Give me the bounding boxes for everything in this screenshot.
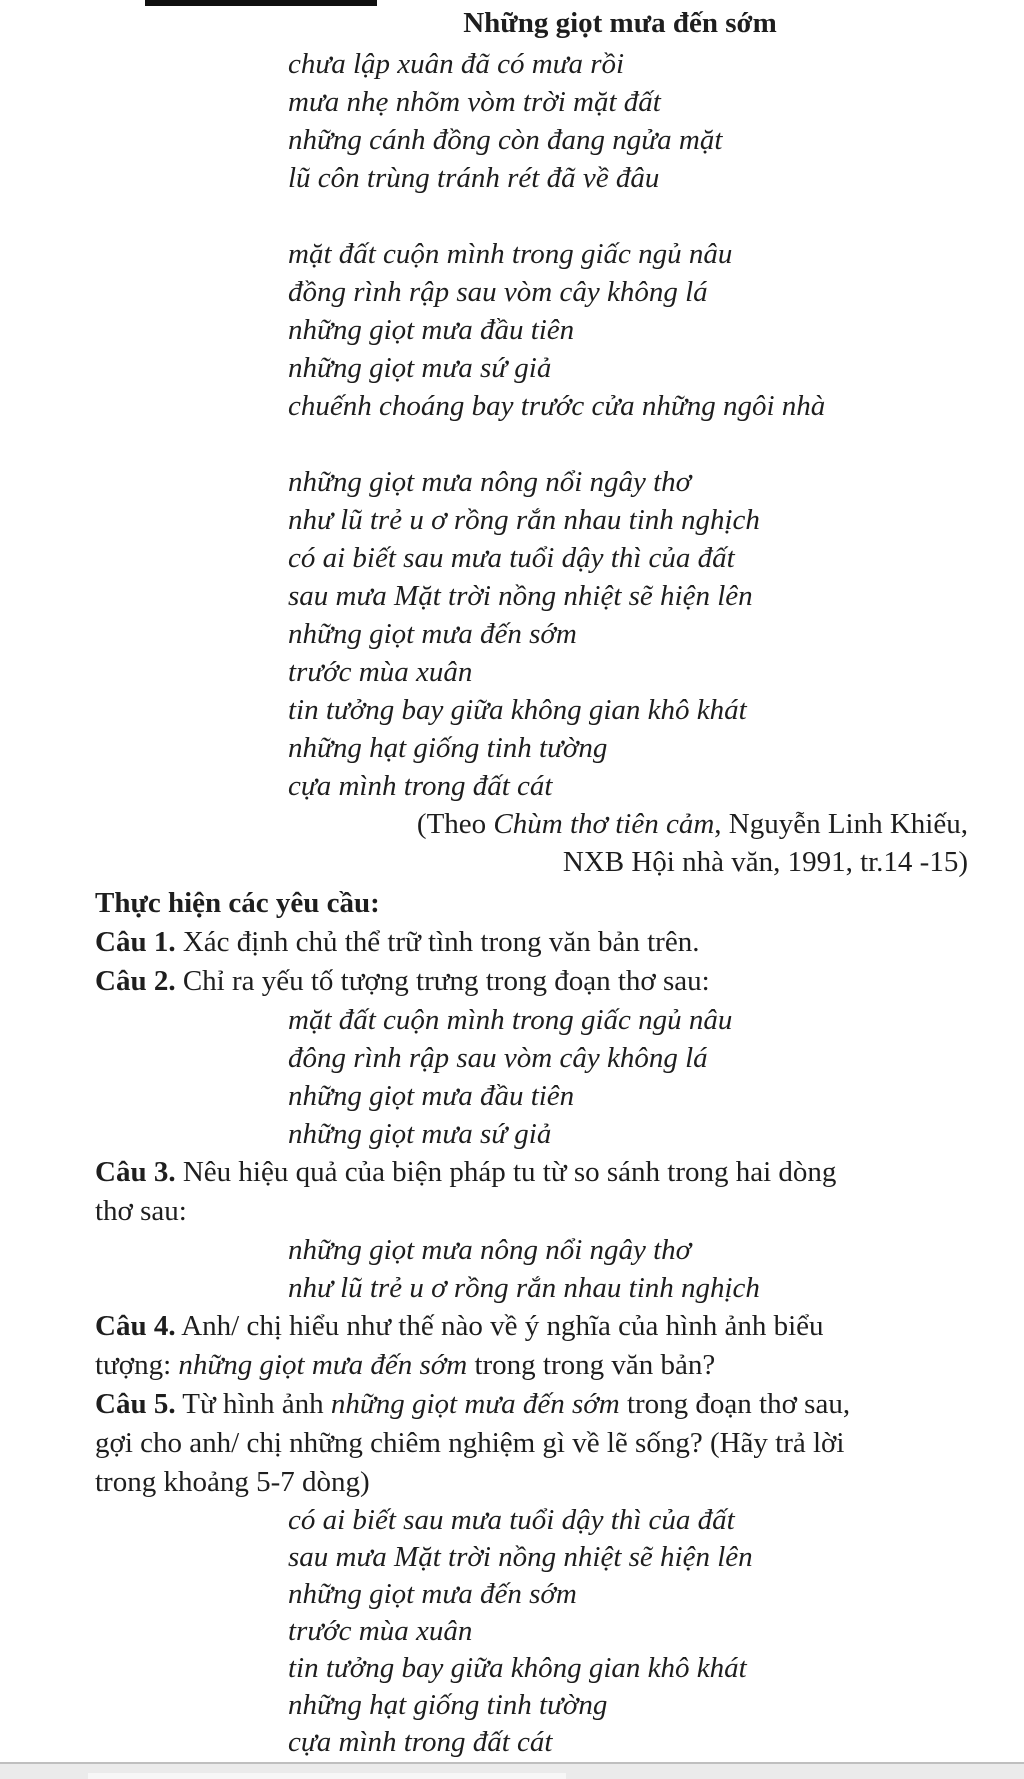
- attribution-line-2: NXB Hội nhà văn, 1991, tr.14 -15): [562, 846, 968, 878]
- question-line: [95, 923, 1010, 962]
- question-text-segment: trong khoảng 5-7 dòng): [95, 1466, 370, 1498]
- quote-line: những giọt mưa đến sớm: [288, 1578, 577, 1610]
- question-text-segment: Xác định chủ thể trữ tình trong văn bản trên.: [175, 926, 700, 958]
- question-text-segment: trong trong văn bản?: [467, 1349, 716, 1381]
- quote-line: có ai biết sau mưa tuổi dậy thì của đất: [288, 1504, 735, 1536]
- quote-line: tin tưởng bay giữa không gian khô khát: [288, 1652, 747, 1684]
- quote-line: mặt đất cuộn mình trong giấc ngủ nâu: [288, 1004, 733, 1036]
- question-line: [95, 1424, 1010, 1463]
- attribution-prefix: (Theo: [416, 808, 494, 840]
- question-text-segment: trong đoạn thơ sau,: [619, 1388, 851, 1420]
- quote-line: những giọt mưa sứ giả: [288, 1118, 552, 1150]
- question-line: [95, 1385, 1010, 1424]
- quote-line: những giọt mưa nông nổi ngây thơ: [288, 1234, 692, 1266]
- poem-line: những cánh đồng còn đang ngửa mặt: [288, 124, 723, 156]
- poem-line: những giọt mưa đầu tiên: [288, 314, 575, 346]
- attribution-author: , Nguyễn Linh Khiếu,: [714, 808, 968, 840]
- question-line: [95, 1192, 1010, 1231]
- question-label: Câu 5.: [95, 1388, 176, 1420]
- question-text-segment: Nêu hiệu quả của biện pháp tu từ so sánh trong hai dòng: [175, 1156, 837, 1188]
- poem-line: trước mùa xuân: [288, 656, 473, 688]
- poem-stanza: [288, 45, 1024, 197]
- scan-bottom-strip-highlight: [88, 1773, 566, 1779]
- quote-line: đông rình rập sau vòm cây không lá: [288, 1042, 708, 1074]
- scan-artifact-top-bar: [145, 0, 377, 6]
- question-inline-quote: những giọt mưa đến sớm: [330, 1388, 620, 1420]
- tasks-heading: Thực hiện các yêu cầu:: [95, 887, 380, 919]
- question-line: [95, 962, 1010, 1001]
- poem: [288, 45, 1024, 805]
- question-text-segment: Chỉ ra yếu tố tượng trưng trong đoạn thơ sau:: [175, 965, 710, 997]
- quote-line: những giọt mưa đầu tiên: [288, 1080, 575, 1112]
- poem-line: những giọt mưa đến sớm: [288, 618, 577, 650]
- quote-line: trước mùa xuân: [288, 1615, 473, 1647]
- question: [95, 923, 1010, 962]
- question-inline-quote: những giọt mưa đến sớm: [178, 1349, 468, 1381]
- question-line: [95, 1307, 1010, 1346]
- question-label: Câu 1.: [95, 926, 176, 958]
- poem-line: những hạt giống tinh tường: [288, 732, 608, 764]
- poem-attribution: [0, 805, 968, 881]
- poem-line: mưa nhẹ nhõm vòm trời mặt đất: [288, 86, 661, 118]
- poem-title: Những giọt mưa đến sớm: [463, 7, 777, 39]
- scan-bottom-strip: [0, 1762, 1024, 1779]
- question-quote-block: [288, 1001, 1010, 1153]
- poem-stanza: [288, 235, 1024, 425]
- question: [95, 962, 1010, 1153]
- question-text-segment: thơ sau:: [95, 1195, 187, 1227]
- poem-line: chuếnh choáng bay trước cửa những ngôi nhà: [288, 390, 826, 422]
- question-text-segment: Anh/ chị hiểu như thế nào về ý nghĩa của hình ảnh biểu: [175, 1310, 824, 1342]
- question-line: [95, 1153, 1010, 1192]
- question-quote-block: [288, 1502, 1010, 1761]
- questions: [95, 923, 1010, 1761]
- poem-line: cựa mình trong đất cát: [288, 770, 553, 802]
- question-text-segment: gợi cho anh/ chị những chiêm nghiệm gì về lẽ sống? (Hãy trả lời: [95, 1427, 845, 1459]
- poem-line: mặt đất cuộn mình trong giấc ngủ nâu: [288, 238, 733, 270]
- quote-line: những hạt giống tinh tường: [288, 1689, 608, 1721]
- poem-line: lũ côn trùng tránh rét đã về đâu: [288, 162, 660, 194]
- poem-line: chưa lập xuân đã có mưa rồi: [288, 48, 625, 80]
- question: [95, 1153, 1010, 1307]
- question-label: Câu 3.: [95, 1156, 176, 1188]
- poem-line: có ai biết sau mưa tuổi dậy thì của đất: [288, 542, 735, 574]
- poem-line: những giọt mưa sứ giả: [288, 352, 552, 384]
- question-label: Câu 4.: [95, 1310, 176, 1342]
- question-text-segment: Từ hình ảnh: [175, 1388, 331, 1420]
- quote-line: như lũ trẻ u ơ rồng rắn nhau tinh nghịch: [288, 1272, 760, 1304]
- attribution-line-1: [0, 805, 968, 843]
- question-line: [95, 1463, 1010, 1502]
- poem-stanza: [288, 463, 1024, 805]
- question: [95, 1307, 1010, 1385]
- question-text-segment: tượng:: [95, 1349, 179, 1381]
- poem-line: đồng rình rập sau vòm cây không lá: [288, 276, 708, 308]
- quote-line: sau mưa Mặt trời nồng nhiệt sẽ hiện lên: [288, 1541, 753, 1573]
- quote-line: cựa mình trong đất cát: [288, 1726, 553, 1758]
- poem-line: tin tưởng bay giữa không gian khô khát: [288, 694, 747, 726]
- question-label: Câu 2.: [95, 965, 176, 997]
- poem-line: những giọt mưa nông nổi ngây thơ: [288, 466, 692, 498]
- attribution-source-title: Chùm thơ tiên cảm: [493, 808, 715, 840]
- question-line: [95, 1346, 1010, 1385]
- question-quote-block: [288, 1231, 1010, 1307]
- poem-line: như lũ trẻ u ơ rồng rắn nhau tinh nghịch: [288, 504, 760, 536]
- question: [95, 1385, 1010, 1761]
- poem-line: sau mưa Mặt trời nồng nhiệt sẽ hiện lên: [288, 580, 753, 612]
